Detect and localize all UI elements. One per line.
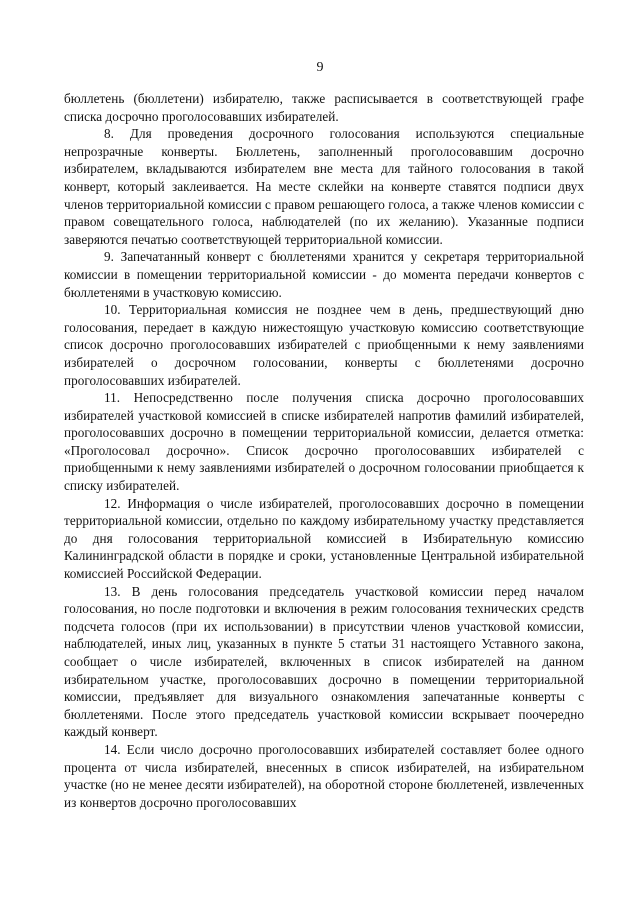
paragraph-item-14: 14. Если число досрочно проголосовавших избирателей составляет более одного процента от числа избирателей, внесенных в список избирателей, на избирательном участке (но не менее десяти избирателей), на оборотной стороне бюллетеней, извлеченных из конвертов досрочно проголосовавших [64, 741, 584, 810]
paragraph-continuation: бюллетень (бюллетени) избирателю, также расписывается в соответствующей графе списка досрочно проголосовавших избирателей. [64, 91, 584, 124]
paragraph-item-11: 11. Непосредственно после получения списка досрочно проголосовавших избирателей участковой комиссией в списке избирателей напротив фамилий избирателей, проголосовавших досрочно в помещении территориальной комиссии, делается отметка: «Проголосовал досрочно». Список досрочно проголосовавших избирателей с приобщенными к нему заявлениями избирателей о досрочном голосовании приобщается к списку избирателей. [64, 390, 584, 494]
paragraph-item-12: 12. Информация о числе избирателей, проголосовавших досрочно в помещении территориальной комиссии, отдельно по каждому избирательному участку представляется до дня голосования территориальной комиссией в Избирательную комиссию Калининградской области в порядке и сроки, установленные Центральной избирательной комиссией Российской Федерации. [64, 495, 584, 582]
page-number: 9 [316, 60, 324, 75]
document-text [64, 90, 584, 811]
paragraph-item-9: 9. Запечатанный конверт с бюллетенями хранится у секретаря территориальной комиссии в помещении территориальной комиссии - до момента передачи конвертов с бюллетенями в участковую комиссию. [64, 249, 584, 300]
paragraph-item-13: 13. В день голосования председатель участковой комиссии перед началом голосования, но после подготовки и включения в режим голосования технических средств подсчета голосов (при их использовании) в присутствии членов участковой комиссии, наблюдателей, иных лиц, указанных в пункте 5 статьи 31 настоящего Уставного закона, сообщает о числе избирателей, включенных в список избирателей на данном избирательном участке, проголосовавших досрочно в помещении территориальной комиссии, предъявляет для визуального ознакомления запечатанные конверты с бюллетенями. После этого председатель участковой комиссии вскрывает поочередно каждый конверт. [64, 583, 584, 740]
paragraph-item-8: 8. Для проведения досрочного голосования используются специальные непрозрачные конверты. Бюллетень, заполненный проголосовавшим досрочно избирателем, вкладываются избирателем вне места для тайного голосования в такой конверт, который заклеивается. На месте склейки на конверте ставятся подписи двух членов территориальной комиссии с правом решающего голоса, а также членов комиссии с правом совещательного голоса, наблюдателей (по их желанию). Указанные подписи заверяются печатью соответствующей территориальной комиссии. [64, 126, 584, 247]
paragraph-item-10: 10. Территориальная комиссия не позднее чем в день, предшествующий дню голосования, передает в каждую нижестоящую участковую комиссию соответствующие список досрочно проголосовавших избирателей с приобщенными к нему заявлениями избирателей о досрочном голосовании, конверты с бюллетенями досрочно проголосовавших избирателей. [64, 302, 584, 388]
